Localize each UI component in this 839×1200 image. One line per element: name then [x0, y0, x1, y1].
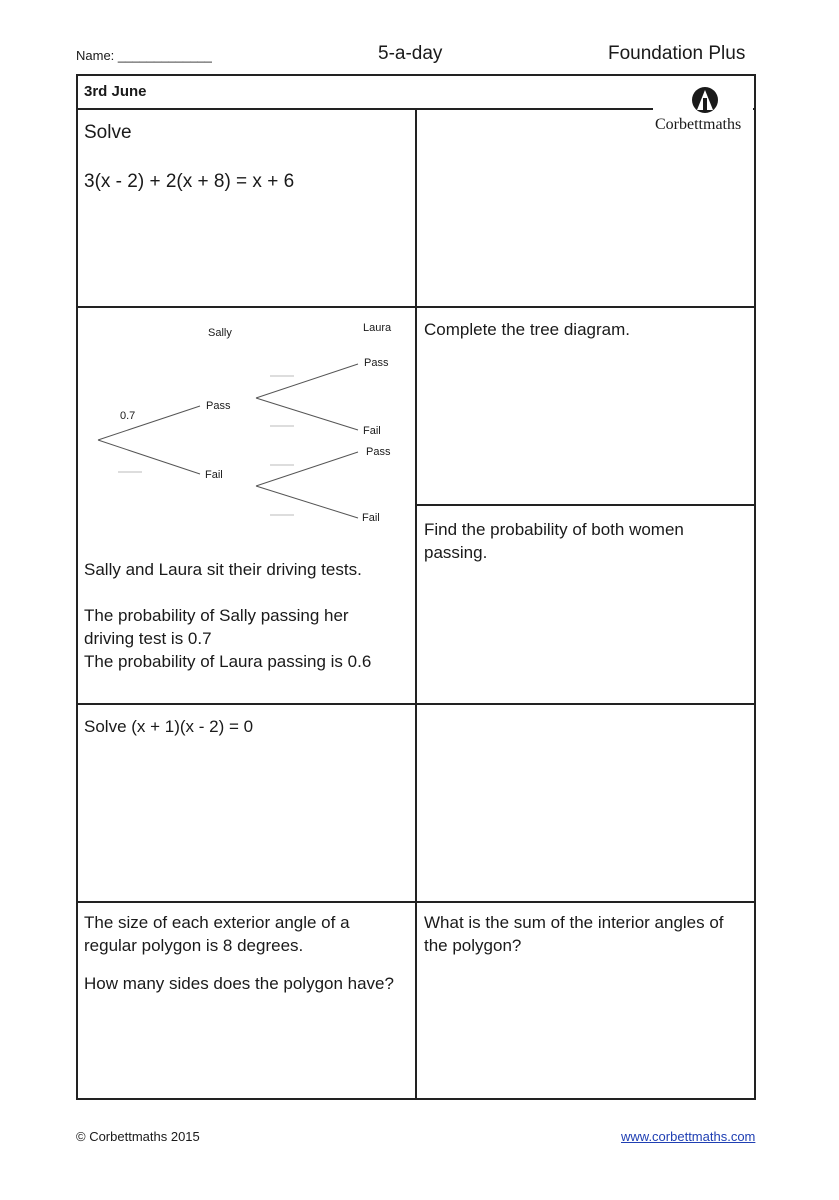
- level-label: Foundation Plus: [608, 43, 746, 64]
- q2-part-b-line2: passing.: [424, 543, 488, 562]
- tree-upper-pass: Pass: [364, 357, 389, 369]
- tree-lower-pass: Pass: [366, 446, 391, 458]
- q2-laura-line: The probability of Laura passing is 0.6: [84, 652, 372, 671]
- tree-first-fail: Fail: [205, 469, 223, 481]
- q4-line1: The size of each exterior angle of a: [84, 913, 350, 932]
- branch-sally-fail: [98, 440, 200, 474]
- worksheet-date: 3rd June: [84, 83, 147, 100]
- q2-part-b-line1: Find the probability of both women: [424, 520, 684, 539]
- q1-equation: 3(x - 2) + 2(x + 8) = x + 6: [84, 171, 295, 192]
- branch-upper-pass: [256, 364, 358, 398]
- tree-lower-fail: Fail: [362, 512, 380, 524]
- name-field-label: Name: _____________: [76, 48, 212, 63]
- q4-part-b-line2: the polygon?: [424, 936, 522, 955]
- q3-equation: Solve (x + 1)(x - 2) = 0: [84, 717, 254, 736]
- q2-part-a: Complete the tree diagram.: [424, 320, 630, 339]
- logo-text: Corbettmaths: [655, 116, 742, 133]
- tree-first-pass: Pass: [206, 400, 231, 412]
- tree-diagram: [80, 312, 410, 537]
- branch-sally-pass: [98, 406, 200, 440]
- branch-upper-fail: [256, 398, 358, 430]
- row-divider-3: [76, 901, 756, 903]
- q1-instruction: Solve: [84, 122, 132, 143]
- q4-line2: regular polygon is 8 degrees.: [84, 936, 304, 955]
- q4-part-b-line1: What is the sum of the interior angles of: [424, 913, 724, 932]
- footer-website-link[interactable]: www.corbettmaths.com: [621, 1129, 756, 1144]
- q4-question: How many sides does the polygon have?: [84, 974, 394, 993]
- tree-laura-label: Laura: [363, 322, 392, 334]
- tree-upper-fail: Fail: [363, 425, 381, 437]
- branch-lower-pass: [256, 452, 358, 486]
- row-divider-1: [76, 306, 756, 308]
- q2-sally-line2: driving test is 0.7: [84, 629, 212, 648]
- row-divider-2: [76, 703, 756, 705]
- worksheet-title: 5-a-day: [378, 43, 443, 64]
- column-divider: [415, 108, 417, 1100]
- row-divider-part-b: [415, 504, 756, 506]
- q2-sally-line1: The probability of Sally passing her: [84, 606, 349, 625]
- tree-sally-label: Sally: [208, 327, 232, 339]
- branch-lower-fail: [256, 486, 358, 518]
- footer-copyright: © Corbettmaths 2015: [76, 1129, 200, 1144]
- tree-prob-pass: 0.7: [120, 410, 136, 422]
- q2-context: Sally and Laura sit their driving tests.: [84, 560, 362, 579]
